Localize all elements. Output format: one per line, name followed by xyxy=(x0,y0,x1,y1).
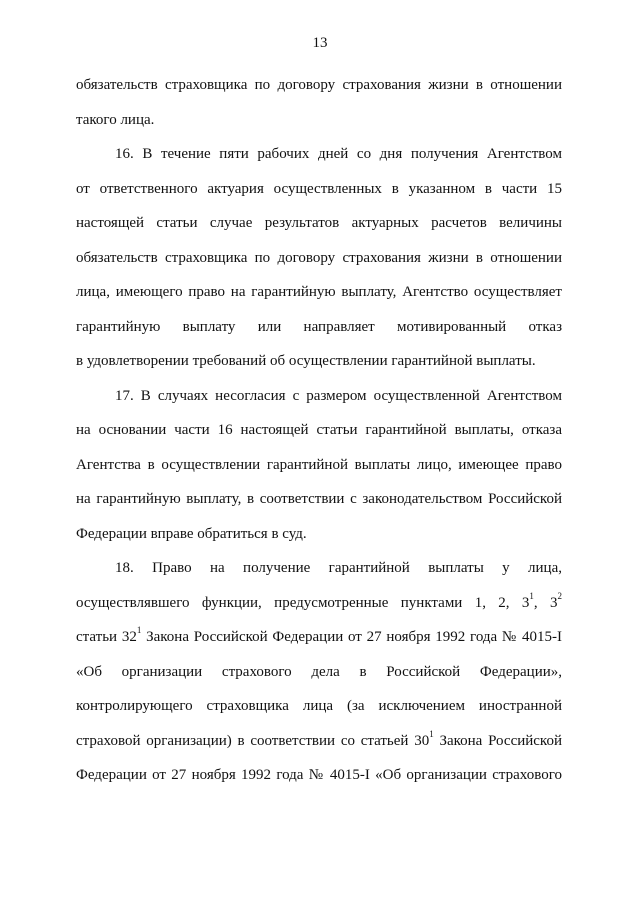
text-line: осуществлявшего функции, предусмотренные пунктами 1, 2, $3^1$, $3^2$ xyxy=(76,590,563,611)
superscript: 2 xyxy=(557,590,563,601)
text-line: статьи $32^1$ Закона Российской Федерации от 27 ноября 1992 года № 4015-I xyxy=(76,625,562,645)
text-line: Федерации от 27 ноября 1992 года № 4015-I «Об организации страхового xyxy=(76,767,562,783)
text-line: на основании части 16 настоящей статьи гарантийной выплаты, отказа xyxy=(76,422,562,438)
text-line: страховой организации) в соответствии со статьей $30^1$ Закона Российской xyxy=(76,728,562,749)
text-line: «Об организации страхового дела в Российской Федерации», xyxy=(76,663,562,680)
text-line: настоящей статьи случае результатов актуарных расчетов величины xyxy=(76,215,562,231)
text-line: обязательств страховщика по договору страхования жизни в отношении xyxy=(76,77,562,93)
text-line: в удовлетворении требований об осуществлении гарантийной выплаты. xyxy=(76,353,536,369)
text-line: 16. В течение пяти рабочих дней со дня получения Агентством xyxy=(115,146,562,162)
text-line: такого лица. xyxy=(76,111,155,128)
text-line: 17. В случаях несогласия с размером осуществленной Агентством xyxy=(115,387,562,404)
page-number: 13 xyxy=(312,35,328,51)
text-line: от ответственного актуария осуществленных в указанном в части 15 xyxy=(76,180,562,197)
text-line: Агентства в осуществлении гарантийной выплаты лицо, имеющее право xyxy=(76,456,562,473)
text-line: на гарантийную выплату, в соответствии с законодательством Российской xyxy=(76,491,562,507)
text-line: лица, имеющего право на гарантийную выплату, Агентство осуществляет xyxy=(76,284,562,300)
text-line: гарантийную выплату или направляет мотивированный отказ xyxy=(76,318,562,335)
text-line: обязательств страховщика по договору страхования жизни в отношении xyxy=(76,249,562,266)
document-body xyxy=(76,68,562,793)
superscript: 1 xyxy=(529,590,534,601)
superscript: 1 xyxy=(429,728,434,739)
text-line: контролирующего страховщика лица (за исключением иностранной xyxy=(76,698,562,714)
text-line: Федерации вправе обратиться в суд. xyxy=(76,525,307,542)
text-line: 18. Право на получение гарантийной выплаты у лица, xyxy=(115,560,562,576)
superscript: 1 xyxy=(136,625,142,635)
